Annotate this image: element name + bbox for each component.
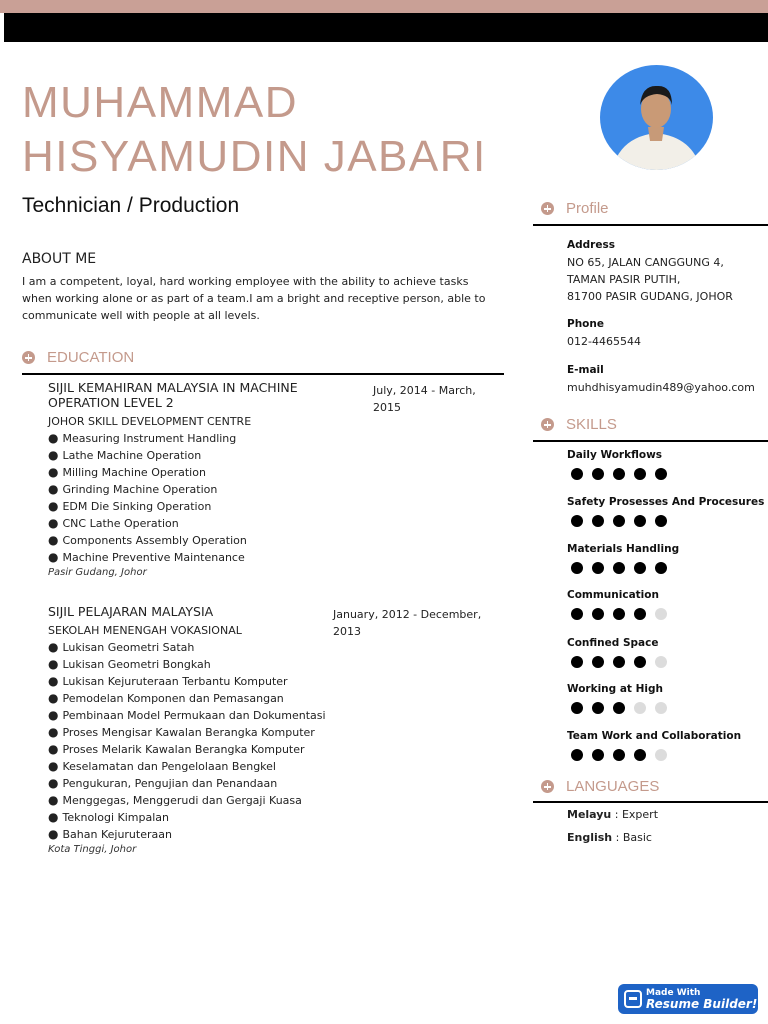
phone-value: 012-4465544 (567, 335, 641, 348)
about-heading: ABOUT ME (22, 251, 97, 267)
list-item: ● Lukisan Geometri Satah (48, 639, 328, 656)
rating-dot-filled (613, 702, 625, 714)
resume-builder-icon (624, 990, 642, 1008)
person-portrait-icon (600, 65, 713, 170)
skill-name: Safety Prosesses And Procesures (567, 496, 765, 508)
list-item: ● Teknologi Kimpalan (48, 809, 328, 826)
language-item: Melayu : Expert (567, 808, 659, 821)
rating-dot-filled (634, 656, 646, 668)
rating-dot-filled (592, 608, 604, 620)
rating-dot-filled (613, 562, 625, 574)
rating-dot-filled (571, 656, 583, 668)
language-level: Expert (621, 808, 659, 821)
rating-dot-filled (592, 702, 604, 714)
profile-heading (541, 200, 609, 217)
plus-circle-icon (541, 202, 554, 215)
rating-dot-empty (655, 608, 667, 620)
name-line-1: MUHAMMAD (22, 78, 298, 127)
education-entry (48, 604, 328, 855)
email-label: E-mail (567, 364, 604, 376)
rating-dot-filled (613, 468, 625, 480)
name-line-2: HISYAMUDIN JABARI (22, 132, 487, 181)
list-item: ● Measuring Instrument Handling (48, 430, 328, 447)
address-line: 81700 PASIR GUDANG, JOHOR (567, 290, 733, 303)
about-text: I am a competent, loyal, hard working employee with the ability to achieve tasks when working alone or as part of a team.I am a bright and receptive person, able to communicate well with people at all levels. (22, 275, 486, 322)
profile-photo (600, 65, 713, 170)
list-item: ● Lukisan Geometri Bongkah (48, 656, 328, 673)
rating-dot-filled (571, 468, 583, 480)
list-item: ● Milling Machine Operation (48, 464, 328, 481)
list-item: ● Grinding Machine Operation (48, 481, 328, 498)
skill-item (567, 730, 741, 761)
profile-divider (533, 224, 768, 226)
phone-label: Phone (567, 318, 604, 330)
rating-dot-filled (613, 608, 625, 620)
list-item: ● Lukisan Kejuruteraan Terbantu Komputer (48, 673, 328, 690)
rating-dot-filled (634, 749, 646, 761)
badge-line-2: Resume Builder! (646, 997, 758, 1011)
header-accent-band (0, 0, 768, 13)
skill-name: Communication (567, 589, 659, 601)
skill-rating (571, 562, 679, 574)
skills-heading-label: SKILLS (566, 416, 617, 433)
rating-dot-filled (634, 608, 646, 620)
skill-name: Working at High (567, 683, 663, 695)
skill-item (567, 683, 667, 714)
list-item: ● EDM Die Sinking Operation (48, 498, 328, 515)
email-value: muhdhisyamudin489@yahoo.com (567, 381, 755, 394)
rating-dot-filled (571, 702, 583, 714)
school-name: SEKOLAH MENENGAH VOKASIONAL (48, 624, 242, 637)
languages-divider (533, 801, 768, 803)
skill-name: Materials Handling (567, 543, 680, 555)
rating-dot-filled (634, 515, 646, 527)
degree-title: SIJIL KEMAHIRAN MALAYSIA IN MACHINE OPERATION LEVEL 2 (48, 380, 298, 410)
skill-item (567, 589, 667, 620)
rating-dot-filled (655, 515, 667, 527)
education-heading-label: EDUCATION (47, 349, 135, 366)
list-item: ● Machine Preventive Maintenance (48, 549, 328, 566)
skill-rating (571, 515, 764, 527)
course-list (48, 639, 328, 843)
skill-item (567, 496, 764, 527)
list-item: ● Pengukuran, Pengujian dan Penandaan (48, 775, 328, 792)
badge-text (646, 988, 757, 1010)
course-list (48, 430, 328, 566)
rating-dot-empty (655, 749, 667, 761)
school-name: JOHOR SKILL DEVELOPMENT CENTRE (48, 415, 252, 428)
degree-title: SIJIL PELAJARAN MALAYSIA (48, 604, 214, 619)
profile-heading-label: Profile (566, 200, 609, 217)
education-date: January, 2012 - December, 2013 (333, 608, 482, 638)
list-item: ● Bahan Kejuruteraan (48, 826, 328, 843)
skill-name: Daily Workflows (567, 449, 663, 461)
language-item: English : Basic (567, 831, 652, 844)
plus-circle-icon (541, 780, 554, 793)
candidate-name (22, 76, 487, 184)
job-title: Technician / Production (22, 194, 240, 217)
rating-dot-filled (571, 562, 583, 574)
language-name: Melayu (567, 808, 612, 821)
language-level: Basic (622, 831, 652, 844)
address-line: NO 65, JALAN CANGGUNG 4, (567, 256, 724, 269)
languages-heading-label: LANGUAGES (566, 778, 660, 795)
header-black-band (4, 13, 768, 42)
rating-dot-filled (571, 608, 583, 620)
rating-dot-empty (655, 702, 667, 714)
rating-dot-empty (634, 702, 646, 714)
plus-circle-icon (541, 418, 554, 431)
rating-dot-filled (571, 749, 583, 761)
badge-line-1: Made With (646, 988, 701, 998)
skill-rating (571, 608, 667, 620)
rating-dot-filled (634, 562, 646, 574)
list-item: ● CNC Lathe Operation (48, 515, 328, 532)
rating-dot-filled (592, 515, 604, 527)
list-item: ● Proses Melarik Kawalan Berangka Komputer (48, 741, 328, 758)
skill-rating (571, 749, 741, 761)
list-item: ● Menggegas, Menggerudi dan Gergaji Kuasa (48, 792, 328, 809)
rating-dot-filled (571, 515, 583, 527)
education-divider (22, 373, 504, 375)
address-line: TAMAN PASIR PUTIH, (567, 273, 681, 286)
skill-name: Confined Space (567, 637, 659, 649)
rating-dot-filled (613, 656, 625, 668)
skill-rating (571, 656, 667, 668)
education-heading (22, 349, 134, 366)
address-label: Address (567, 239, 615, 251)
rating-dot-filled (634, 468, 646, 480)
rating-dot-filled (592, 749, 604, 761)
language-name: English (567, 831, 613, 844)
rating-dot-filled (655, 562, 667, 574)
school-location: Pasir Gudang, Johor (48, 567, 147, 578)
list-item: ● Lathe Machine Operation (48, 447, 328, 464)
rating-dot-filled (592, 562, 604, 574)
plus-circle-icon (22, 351, 35, 364)
address-value (567, 254, 733, 305)
rating-dot-filled (613, 749, 625, 761)
school-location: Kota Tinggi, Johor (48, 844, 137, 855)
skills-divider (533, 440, 768, 442)
list-item: ● Pemodelan Komponen dan Pemasangan (48, 690, 328, 707)
education-entry (48, 380, 328, 578)
skills-heading (541, 416, 617, 433)
rating-dot-filled (613, 515, 625, 527)
list-item: ● Components Assembly Operation (48, 532, 328, 549)
rating-dot-empty (655, 656, 667, 668)
rating-dot-filled (592, 468, 604, 480)
list-item: ● Keselamatan dan Pengelolaan Bengkel (48, 758, 328, 775)
skill-item (567, 543, 679, 574)
rating-dot-filled (655, 468, 667, 480)
skill-item (567, 637, 667, 668)
education-date: July, 2014 - March, 2015 (373, 384, 476, 414)
skill-item (567, 449, 667, 480)
list-item: ● Proses Mengisar Kawalan Berangka Komputer (48, 724, 328, 741)
resume-builder-badge[interactable] (618, 984, 758, 1014)
rating-dot-filled (592, 656, 604, 668)
skill-rating (571, 702, 667, 714)
languages-heading (541, 778, 659, 795)
skill-rating (571, 468, 667, 480)
skill-name: Team Work and Collaboration (567, 730, 742, 742)
list-item: ● Pembinaan Model Permukaan dan Dokumentasi (48, 707, 328, 724)
